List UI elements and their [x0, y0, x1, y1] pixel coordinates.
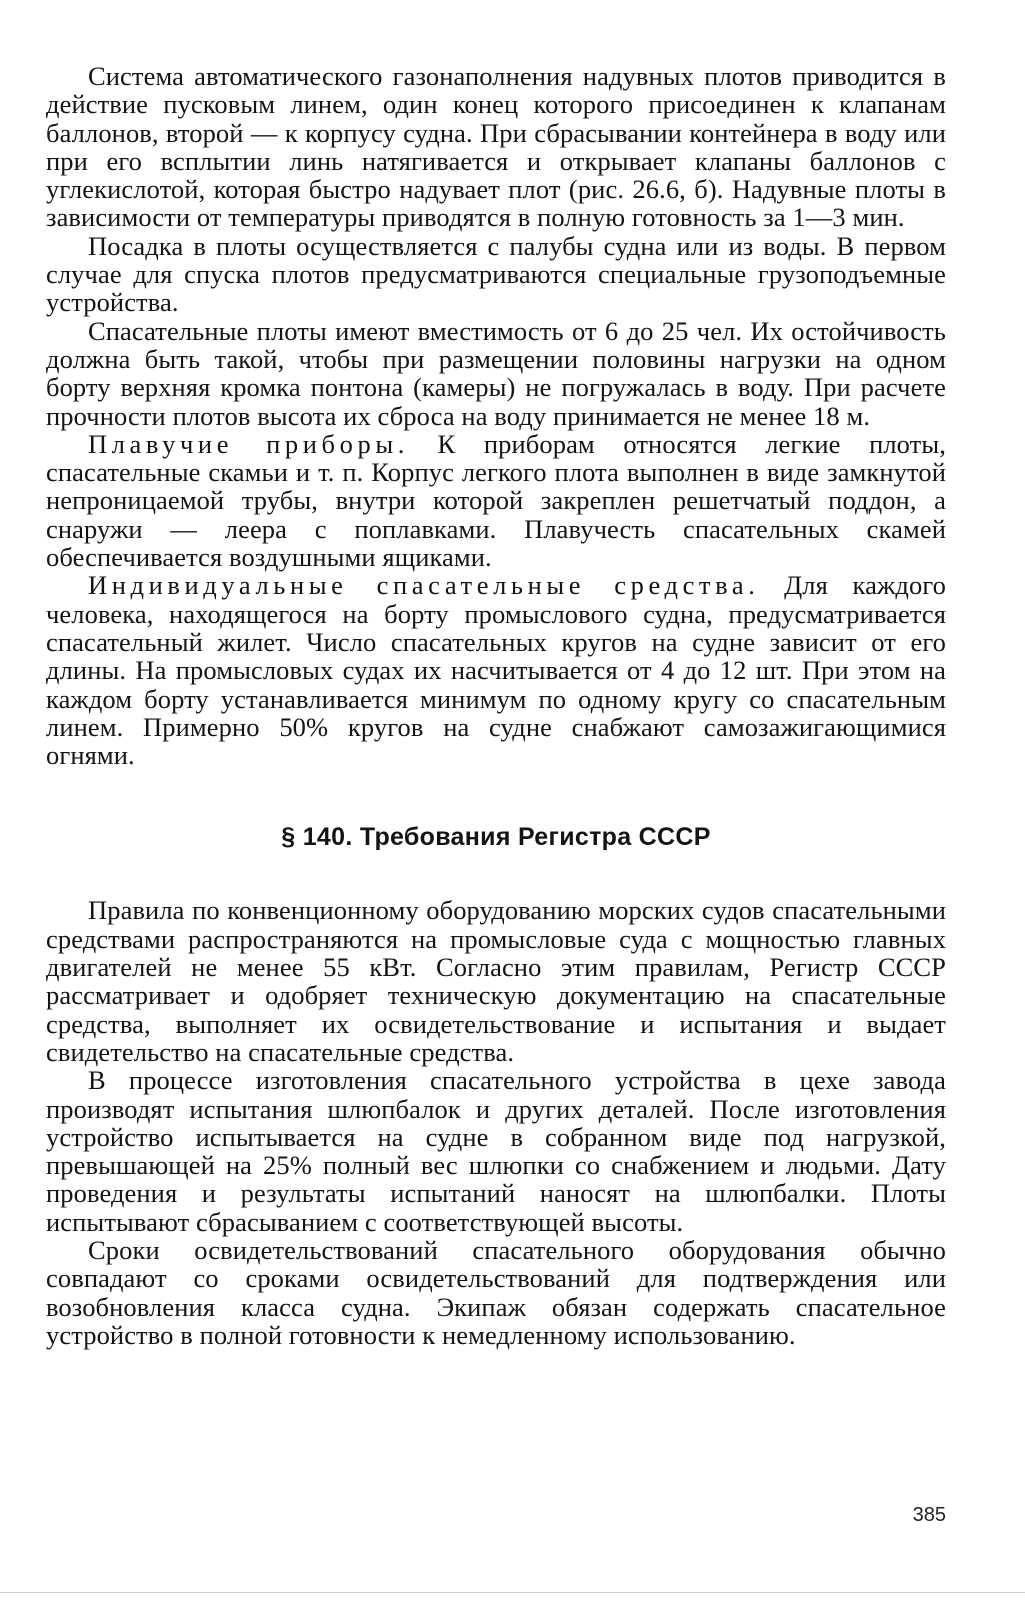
paragraph-text: К приборам относятся легкие плоты, спасательные скамьи и т. п. Корпус легкого плота выполнен в виде замкнутой непроницаемой трубы, внутри которой закреплен решетчатый поддон, а снаружи — леера с поплавками. Плавучесть спасательных скамей обеспечивается воздушными ящиками. — [46, 428, 946, 573]
paragraph-personal-devices — [46, 571, 946, 769]
paragraph-text: Система автоматического газонаполнения надувных плотов приводится в действие пусковым линем, один конец которого присоединен к клапанам баллонов, второй — к корпусу судна. При сбрасывании контейнера в воду или при его всплытии линь натягивается и открывает клапаны баллонов с углекислотой, которая быстро надувает плот (рис. 26.6, б). Надувные плоты в зависимости от температуры приводятся в полную готовность за 1—3 мин. — [46, 61, 946, 233]
paragraph-boarding — [46, 232, 946, 317]
paragraph-lead-term: Индивидуальные спасательные средства. — [88, 570, 760, 601]
paragraph-text: Правила по конвенционному оборудованию морских судов спасательными средствами распространяются на промысловые суда с мощностью главных двигателей не менее 55 кВт. Согласно этим правилам, Регистр СССР рассматривает и одобряет техническую документацию на спасательные средства, выполняет их освидетельствование и испытания и выдает свидетельство на спасательные средства. — [46, 895, 946, 1067]
paragraph-floating-devices — [46, 430, 946, 571]
paragraph-survey-terms — [46, 1236, 946, 1349]
scan-edge-divider — [0, 1592, 1025, 1593]
paragraph-text: Посадка в плоты осуществляется с палубы судна или из воды. В первом случае для спуска плотов предусматриваются специальные грузоподъемные устройства. — [46, 230, 946, 318]
section-heading: § 140. Требования Регистра СССР — [281, 823, 711, 852]
paragraph-text: В процессе изготовления спасательного устройства в цехе завода производят испытания шлюпбалок и других деталей. После изготовления устройство испытывается на судне в собранном виде под нагрузкой, превышающей на 25% полный вес шлюпки со снабжением и людьми. Дату проведения и результаты испытаний наносят на шлюпбалки. Плоты испытывают сбрасыванием с соответствующей высоты. — [46, 1065, 946, 1237]
page-body — [46, 62, 946, 1349]
paragraph-text: Сроки освидетельствований спасательного оборудования обычно совпадают со сроками освидетельствований для подтверждения или возобновления класса судна. Экипаж обязан содержать спасательное устройство в полной готовности к немедленному использованию. — [46, 1234, 946, 1350]
paragraph-inflation-system — [46, 62, 946, 232]
paragraph-testing — [46, 1066, 946, 1236]
paragraph-raft-capacity — [46, 317, 946, 430]
page-number: 385 — [912, 1504, 946, 1526]
paragraph-register-rules — [46, 896, 946, 1066]
paragraph-lead-term: Плавучие приборы. — [88, 428, 409, 459]
paragraph-text: Для каждого человека, находящегося на борту промыслового судна, предусматривается спасательный жилет. Число спасательных кругов на судне зависит от его длины. На промысловых судах их насчитывается от 4 до 12 шт. При этом на каждом борту устанавливается минимум по одному кругу со спасательным линем. Примерно 50% кругов на судне снабжают самозажигающимися огнями. — [46, 570, 946, 771]
paragraph-text: Спасательные плоты имеют вместимость от 6 до 25 чел. Их остойчивость должна быть такой, чтобы при размещении половины нагрузки на одном борту верхняя кромка понтона (камеры) не погружалась в воду. При расчете прочности плотов высота их сброса на воду принимается не менее 18 м. — [46, 315, 946, 431]
